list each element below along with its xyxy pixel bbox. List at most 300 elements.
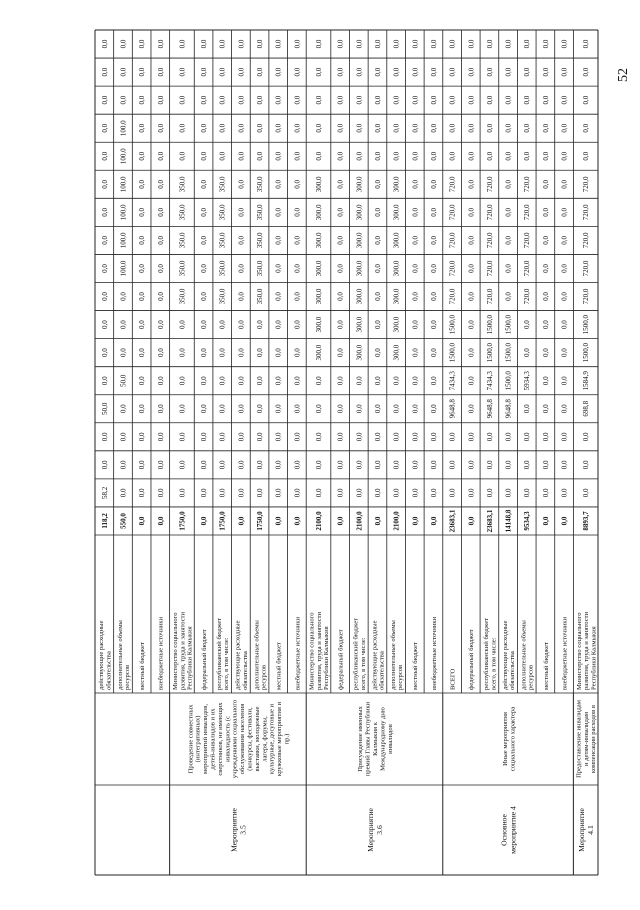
budget-value: 0,0 xyxy=(582,488,591,498)
budget-value: 0,0 xyxy=(560,236,569,245)
budget-value: 9648,8 xyxy=(448,399,457,419)
budget-value: 0,0 xyxy=(504,179,513,189)
budget-value: 0,0 xyxy=(256,460,265,470)
budget-value: 0,0 xyxy=(178,348,187,358)
budget-value: 0,0 xyxy=(485,39,494,49)
budget-value: 0,0 xyxy=(355,488,364,498)
budget-value: 0,0 xyxy=(523,432,532,442)
budget-value: 118,2 xyxy=(100,513,109,529)
budget-value: 0,0 xyxy=(411,123,420,133)
budget-value: 0,0 xyxy=(485,67,494,77)
budget-value: 0,0 xyxy=(373,236,382,245)
budget-value: 0,0 xyxy=(523,404,532,414)
budget-value: 0,0 xyxy=(467,376,476,386)
budget-value: 0,0 xyxy=(138,348,147,358)
budget-value: 0,0 xyxy=(373,348,382,358)
budget-value: 0,0 xyxy=(541,432,550,442)
budget-value: 0,0 xyxy=(138,292,147,301)
budget-value: 1500,0 xyxy=(448,343,457,363)
budget-value: 0,0 xyxy=(237,207,246,217)
budget-value: 0,0 xyxy=(156,516,165,526)
budget-value: 0,0 xyxy=(411,348,420,358)
budget-value: 0,0 xyxy=(138,207,147,217)
budget-value: 0,0 xyxy=(373,376,382,386)
budget-value: 0,0 xyxy=(541,179,550,189)
activity-label: Мероприятие xyxy=(365,808,375,852)
budget-value: 0,0 xyxy=(119,460,128,470)
budget-value: 0,0 xyxy=(560,264,569,273)
budget-value: 0,0 xyxy=(274,123,283,133)
budget-value: 0,0 xyxy=(156,488,165,498)
budget-value: 0,0 xyxy=(392,432,401,442)
budget-value: 0,0 xyxy=(138,404,147,414)
budget-value: 0,0 xyxy=(237,67,246,77)
budget-value: 1500,0 xyxy=(582,343,591,363)
budget-value: 0,0 xyxy=(411,488,420,498)
budget-value: 0,0 xyxy=(523,151,532,161)
budget-value: 0,0 xyxy=(200,236,209,245)
budget-value: 0,0 xyxy=(373,516,382,526)
budget-value: 0,0 xyxy=(429,39,438,49)
budget-value: 0,0 xyxy=(100,376,109,386)
budget-value: 720,0 xyxy=(448,288,457,305)
funding-source-label: местный бюджет xyxy=(275,642,283,690)
page-number: 52 xyxy=(616,68,631,82)
table-rotated-group xyxy=(95,30,598,875)
budget-value: 0,0 xyxy=(293,39,302,49)
budget-value: 0,0 xyxy=(560,460,569,470)
budget-value: 0,0 xyxy=(274,404,283,414)
budget-value: 0,0 xyxy=(256,39,265,49)
budget-value: 0,0 xyxy=(582,67,591,77)
budget-value: 350,0 xyxy=(178,204,187,221)
budget-value: 9648,8 xyxy=(504,399,513,419)
funding-source-label: федеральный бюджет xyxy=(468,629,476,690)
budget-value: 0,0 xyxy=(429,432,438,442)
budget-value: 0,0 xyxy=(315,376,324,386)
budget-value: 0,0 xyxy=(293,236,302,245)
budget-value: 0,0 xyxy=(392,376,401,386)
budget-value: 0,0 xyxy=(582,432,591,442)
budget-value: 0,0 xyxy=(541,348,550,358)
budget-value: 0,0 xyxy=(200,432,209,442)
budget-value: 0,0 xyxy=(218,348,227,358)
budget-value: 0,0 xyxy=(467,488,476,498)
budget-value: 720,0 xyxy=(485,204,494,221)
budget-value: 0,0 xyxy=(293,67,302,77)
budget-value: 0,0 xyxy=(336,123,345,133)
budget-value: 350,0 xyxy=(218,232,227,249)
budget-value: 720,0 xyxy=(448,260,457,277)
budget-value: 0,0 xyxy=(138,39,147,49)
budget-value: 0,0 xyxy=(178,488,187,498)
budget-value: 0,0 xyxy=(392,404,401,414)
budget-value: 0,0 xyxy=(156,432,165,442)
budget-value: 0,0 xyxy=(448,39,457,49)
budget-value: 0,0 xyxy=(429,123,438,133)
activity-label: 4.1 xyxy=(586,825,596,835)
activity-label: 3.6 xyxy=(374,825,384,835)
funding-source-label: Министерство социального xyxy=(172,612,180,690)
budget-value: 0,0 xyxy=(156,320,165,329)
budget-value: 0,0 xyxy=(336,376,345,386)
budget-value: 0,0 xyxy=(485,151,494,161)
budget-value: 0,0 xyxy=(411,404,420,414)
activity-description: (интегративных) xyxy=(194,715,202,763)
activity-description: кружковые мероприятия и xyxy=(276,701,284,777)
budget-value: 0,0 xyxy=(411,179,420,189)
budget-value: 0,0 xyxy=(100,179,109,189)
budget-value: 0,0 xyxy=(138,432,147,442)
budget-value: 0,0 xyxy=(504,460,513,470)
budget-value: 300,0 xyxy=(315,260,324,277)
funding-source-label: обязательства xyxy=(241,651,249,690)
budget-value: 0,0 xyxy=(411,151,420,161)
budget-value: 0,0 xyxy=(541,516,550,526)
activity-description: обслуживания населения xyxy=(239,703,247,775)
budget-value: 0,0 xyxy=(200,39,209,49)
budget-value: 0,0 xyxy=(237,151,246,161)
budget-value: 1750,0 xyxy=(256,511,265,531)
budget-value: 100,0 xyxy=(119,120,128,137)
budget-value: 0,0 xyxy=(274,151,283,161)
budget-value: 0,0 xyxy=(429,207,438,217)
budget-value: 0,0 xyxy=(541,488,550,498)
budget-value: 0,0 xyxy=(138,516,147,526)
budget-value: 0,0 xyxy=(293,348,302,358)
budget-value: 0,0 xyxy=(560,432,569,442)
budget-value: 0,0 xyxy=(560,207,569,217)
budget-value: 350,0 xyxy=(178,260,187,277)
budget-value: 0,0 xyxy=(178,320,187,329)
budget-value: 0,0 xyxy=(274,39,283,49)
budget-value: 720,0 xyxy=(523,288,532,305)
budget-value: 0,0 xyxy=(429,404,438,414)
budget-value: 0,0 xyxy=(274,236,283,245)
budget-value: 0,0 xyxy=(504,432,513,442)
budget-value: 0,0 xyxy=(504,207,513,217)
budget-value: 0,0 xyxy=(336,236,345,245)
budget-value: 0,0 xyxy=(392,95,401,105)
budget-value: 0,0 xyxy=(256,404,265,414)
budget-value: 0,0 xyxy=(373,264,382,273)
budget-value: 300,0 xyxy=(355,316,364,333)
budget-value: 0,0 xyxy=(336,488,345,498)
budget-value: 0,0 xyxy=(156,348,165,358)
activity-description: пр.) xyxy=(283,733,291,745)
budget-value: 0,0 xyxy=(138,460,147,470)
budget-value: 0,0 xyxy=(541,95,550,105)
budget-value: 0,0 xyxy=(523,95,532,105)
budget-value: 698,8 xyxy=(582,400,591,417)
budget-value: 0,0 xyxy=(138,151,147,161)
budget-value: 0,0 xyxy=(256,151,265,161)
budget-value: 0,0 xyxy=(411,376,420,386)
budget-value: 0,0 xyxy=(256,95,265,105)
funding-source-label: местный бюджет xyxy=(412,642,420,690)
budget-value: 0,0 xyxy=(315,123,324,133)
funding-source-label: ресурсов xyxy=(260,664,268,690)
budget-value: 0,0 xyxy=(119,432,128,442)
budget-value: 0,0 xyxy=(411,207,420,217)
funding-source-label: всего, в том числе: xyxy=(490,637,498,690)
funding-source-label: развития, труда и занятости xyxy=(179,611,187,690)
budget-value: 0,0 xyxy=(336,348,345,358)
budget-value: 720,0 xyxy=(582,260,591,277)
budget-value: 0,0 xyxy=(237,488,246,498)
budget-value: 300,0 xyxy=(355,176,364,193)
budget-value: 720,0 xyxy=(485,260,494,277)
budget-value: 0,0 xyxy=(100,460,109,470)
budget-value: 1500,0 xyxy=(504,314,513,335)
budget-value: 0,0 xyxy=(429,179,438,189)
budget-value: 0,0 xyxy=(200,264,209,273)
budget-value: 0,0 xyxy=(541,264,550,273)
activity-label: Мероприятие xyxy=(577,808,587,852)
budget-value: 0,0 xyxy=(523,460,532,470)
funding-source-label: Республики Калмыкия xyxy=(186,626,194,690)
funding-source-label: республиканский бюджет xyxy=(483,617,491,690)
budget-value: 0,0 xyxy=(504,67,513,77)
budget-value: 0,0 xyxy=(237,264,246,273)
funding-source-label: действующие расходные xyxy=(371,620,379,690)
activity-description: премий Главы Республики xyxy=(364,701,372,777)
budget-value: 100,0 xyxy=(119,232,128,249)
budget-value: 0,0 xyxy=(256,376,265,386)
budget-value: 0,0 xyxy=(355,67,364,77)
budget-value: 0,0 xyxy=(504,292,513,301)
budget-value: 300,0 xyxy=(392,288,401,305)
budget-value: 0,0 xyxy=(293,488,302,498)
budget-value: 0,0 xyxy=(293,432,302,442)
budget-value: 0,0 xyxy=(315,95,324,105)
budget-value: 0,0 xyxy=(218,67,227,77)
budget-value: 0,0 xyxy=(504,488,513,498)
budget-value: 0,0 xyxy=(200,67,209,77)
budget-value: 0,0 xyxy=(429,264,438,273)
budget-value: 9648,8 xyxy=(485,399,494,419)
budget-value: 0,0 xyxy=(156,151,165,161)
budget-value: 350,0 xyxy=(256,260,265,277)
budget-value: 720,0 xyxy=(582,288,591,305)
budget-value: 0,0 xyxy=(100,207,109,217)
budget-value: 0,0 xyxy=(100,320,109,329)
budget-value: 0,0 xyxy=(504,39,513,49)
budget-value: 0,0 xyxy=(138,264,147,273)
budget-value: 0,0 xyxy=(200,179,209,189)
activity-description: Присуждение именных xyxy=(357,706,365,772)
budget-value: 0,0 xyxy=(138,123,147,133)
budget-value: 0,0 xyxy=(392,151,401,161)
budget-value: 0,0 xyxy=(541,460,550,470)
budget-value: 0,0 xyxy=(429,376,438,386)
budget-value: 0,0 xyxy=(100,292,109,301)
budget-value: 1500,0 xyxy=(485,343,494,363)
budget-value: 0,0 xyxy=(315,404,324,414)
budget-value: 0,0 xyxy=(429,460,438,470)
budget-value: 0,0 xyxy=(138,95,147,105)
budget-value: 0,0 xyxy=(274,488,283,498)
activity-label: мероприятие 4 xyxy=(508,806,518,854)
budget-value: 0,0 xyxy=(485,123,494,133)
funding-source-label: обязательства xyxy=(378,651,386,690)
budget-value: 0,0 xyxy=(560,67,569,77)
budget-value: 2100,0 xyxy=(355,511,364,531)
budget-value: 720,0 xyxy=(582,176,591,193)
budget-value: 300,0 xyxy=(392,316,401,333)
budget-value: 0,0 xyxy=(429,67,438,77)
budget-value: 0,0 xyxy=(156,292,165,301)
budget-value: 0,0 xyxy=(523,320,532,329)
budget-value: 0,0 xyxy=(467,236,476,245)
funding-source-label: федеральный бюджет xyxy=(337,629,345,690)
budget-value: 0,0 xyxy=(411,264,420,273)
budget-value: 0,0 xyxy=(336,264,345,273)
budget-value: 0,0 xyxy=(467,95,476,105)
budget-value: 0,0 xyxy=(392,39,401,49)
budget-value: 0,0 xyxy=(373,123,382,133)
budget-value: 0,0 xyxy=(293,320,302,329)
budget-value: 350,0 xyxy=(218,260,227,277)
budget-value: 0,0 xyxy=(392,488,401,498)
budget-value: 0,0 xyxy=(138,320,147,329)
budget-value: 0,0 xyxy=(560,488,569,498)
budget-value: 0,0 xyxy=(336,404,345,414)
budget-value: 0,0 xyxy=(560,348,569,358)
budget-value: 0,0 xyxy=(178,95,187,105)
funding-source-label: местный бюджет xyxy=(542,642,550,690)
budget-value: 0,0 xyxy=(315,67,324,77)
budget-value: 0,0 xyxy=(467,432,476,442)
budget-value: 0,0 xyxy=(541,376,550,386)
budget-value: 50,0 xyxy=(100,402,109,415)
budget-value: 0,0 xyxy=(237,292,246,301)
budget-value: 0,0 xyxy=(218,123,227,133)
budget-value: 0,0 xyxy=(392,67,401,77)
budget-value: 0,0 xyxy=(119,67,128,77)
budget-value: 0,0 xyxy=(274,179,283,189)
budget-value: 350,0 xyxy=(178,288,187,305)
activity-description: выставки, молодежные xyxy=(253,706,261,772)
budget-value: 350,0 xyxy=(178,232,187,249)
budget-value: 0,0 xyxy=(293,264,302,273)
budget-value: 0,0 xyxy=(355,123,364,133)
budget-value: 0,0 xyxy=(411,236,420,245)
budget-value: 0,0 xyxy=(411,292,420,301)
funding-source-label: дополнительные объемы xyxy=(116,620,124,690)
budget-value: 0,0 xyxy=(467,67,476,77)
funding-source-label: республиканский бюджет xyxy=(352,617,360,690)
activity-description: Предоставление инвалидам xyxy=(575,700,583,778)
activity-description: детей-инвалидов и их xyxy=(209,708,217,770)
budget-value: 0,0 xyxy=(467,39,476,49)
budget-value: 300,0 xyxy=(315,316,324,333)
budget-value: 0,0 xyxy=(274,516,283,526)
budget-value: 0,0 xyxy=(429,348,438,358)
activity-label: Основное xyxy=(499,814,509,846)
budget-value: 0,0 xyxy=(274,95,283,105)
budget-value: 0,0 xyxy=(293,292,302,301)
budget-value: 0,0 xyxy=(138,179,147,189)
budget-value: 0,0 xyxy=(541,292,550,301)
budget-value: 0,0 xyxy=(560,151,569,161)
budget-value: 0,0 xyxy=(541,207,550,217)
budget-value: 720,0 xyxy=(448,176,457,193)
budget-value: 0,0 xyxy=(274,207,283,217)
budget-value: 1500,0 xyxy=(485,314,494,335)
funding-source-label: внебюджетные источники xyxy=(294,616,302,690)
budget-value: 1750,0 xyxy=(218,511,227,531)
budget-value: 0,0 xyxy=(178,376,187,386)
budget-value: 23683,1 xyxy=(485,509,494,533)
budget-value: 0,0 xyxy=(336,151,345,161)
budget-value: 550,0 xyxy=(119,513,128,529)
budget-value: 350,0 xyxy=(256,204,265,221)
budget-value: 0,0 xyxy=(200,207,209,217)
activity-description: мероприятий инвалидов, xyxy=(202,704,210,774)
funding-source-label: внебюджетные источники xyxy=(561,616,569,690)
budget-value: 0,0 xyxy=(293,516,302,526)
budget-value: 0,0 xyxy=(218,320,227,329)
funding-source-label: внебюджетные источники xyxy=(430,616,438,690)
funding-source-label: ресурсов xyxy=(397,664,405,690)
budget-value: 0,0 xyxy=(560,320,569,329)
budget-value: 0,0 xyxy=(448,488,457,498)
funding-source-label: обязательства xyxy=(509,651,517,690)
budget-value: 0,0 xyxy=(293,123,302,133)
budget-value: 0,0 xyxy=(315,432,324,442)
budget-value: 0,0 xyxy=(156,236,165,245)
budget-value: 0,0 xyxy=(485,432,494,442)
budget-value: 0,0 xyxy=(467,151,476,161)
budget-value: 0,0 xyxy=(467,516,476,526)
budget-value: 350,0 xyxy=(256,232,265,249)
budget-value: 300,0 xyxy=(315,344,324,361)
budget-value: 0,0 xyxy=(218,39,227,49)
budget-value: 300,0 xyxy=(355,232,364,249)
budget-value: 0,0 xyxy=(237,460,246,470)
budget-value: 0,0 xyxy=(560,292,569,301)
budget-value: 0,0 xyxy=(256,67,265,77)
budget-value: 0,0 xyxy=(315,39,324,49)
funding-source-label: обязательства xyxy=(105,651,113,690)
budget-value: 0,0 xyxy=(336,67,345,77)
budget-value: 720,0 xyxy=(582,232,591,249)
budget-value: 0,0 xyxy=(541,67,550,77)
activity-description: социального характера xyxy=(509,706,517,772)
funding-source-label: дополнительные объемы xyxy=(520,620,528,690)
budget-value: 0,0 xyxy=(355,39,364,49)
budget-value: 0,0 xyxy=(373,207,382,217)
budget-value: 0,0 xyxy=(411,95,420,105)
budget-value: 0,0 xyxy=(504,95,513,105)
budget-value: 100,0 xyxy=(119,260,128,277)
budget-value: 0,0 xyxy=(429,292,438,301)
budget-value: 0,0 xyxy=(448,123,457,133)
funding-source-label: действующие расходные xyxy=(234,620,242,690)
budget-value: 0,0 xyxy=(429,516,438,526)
budget-value: 0,0 xyxy=(200,123,209,133)
budget-value: 0,0 xyxy=(256,320,265,329)
budget-value: 0,0 xyxy=(237,95,246,105)
budget-value: 0,0 xyxy=(448,460,457,470)
budget-value: 0,0 xyxy=(373,460,382,470)
budget-value: 0,0 xyxy=(411,516,420,526)
budget-value: 0,0 xyxy=(541,39,550,49)
budget-value: 0,0 xyxy=(119,488,128,498)
budget-value: 0,0 xyxy=(200,516,209,526)
budget-value: 0,0 xyxy=(237,376,246,386)
